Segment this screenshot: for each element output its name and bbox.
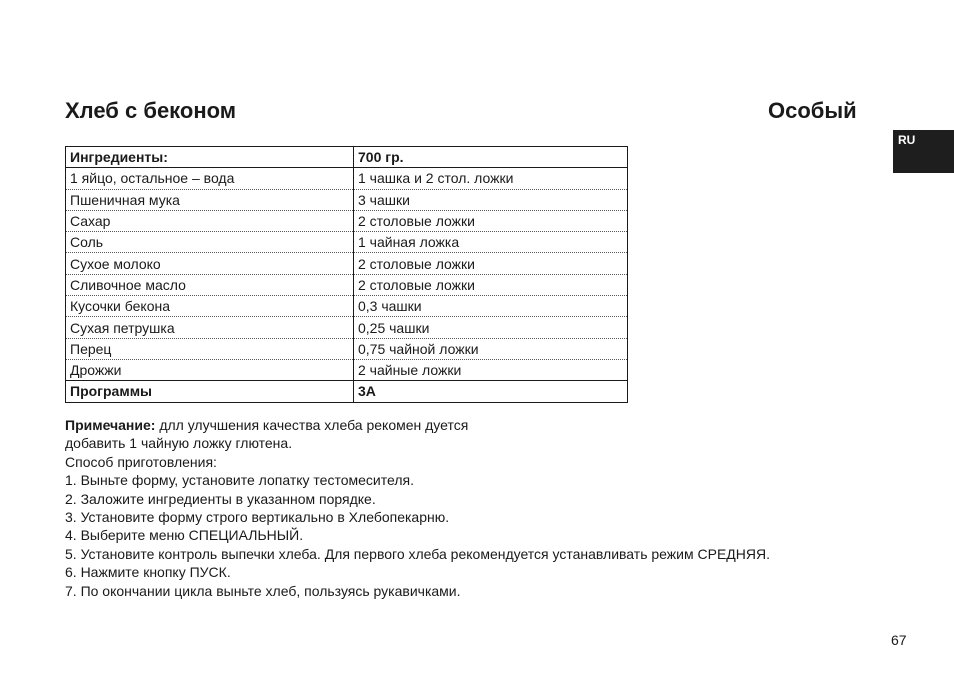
table-row [66, 168, 628, 189]
ingredient-cell: Соль [66, 232, 354, 253]
ingredient-cell: 1 яйцо, остальное – вода [66, 168, 354, 189]
table-row [66, 253, 628, 274]
note-line: добавить 1 чайную ложку глютена. [65, 435, 293, 452]
ingredient-cell: Сухое молоко [66, 253, 354, 274]
ingredient-cell: Сливочное масло [66, 274, 354, 295]
amount-cell: 3 чашки [354, 189, 628, 210]
amount-cell: 2 столовые ложки [354, 253, 628, 274]
program-value: 3A [354, 381, 628, 402]
ingredients-header: Ингредиенты: [66, 147, 354, 168]
table-footer-row [66, 381, 628, 402]
table-row [66, 359, 628, 380]
table-row [66, 274, 628, 295]
amount-cell: 1 чашка и 2 стол. ложки [354, 168, 628, 189]
ingredient-cell: Сахар [66, 210, 354, 231]
table-row [66, 338, 628, 359]
amount-cell: 0,25 чашки [354, 317, 628, 338]
method-step: 3. Установите форму строго вертикально в Хлебопекарню. [65, 509, 450, 526]
amount-header: 700 гр. [354, 147, 628, 168]
amount-cell: 1 чайная ложка [354, 232, 628, 253]
amount-cell: 2 чайные ложки [354, 359, 628, 380]
ingredient-cell: Перец [66, 338, 354, 359]
program-label: Программы [66, 381, 354, 402]
table-row [66, 232, 628, 253]
note-text: длл улучшения качества хлеба рекомен дуется [155, 417, 469, 433]
page-number: 67 [891, 632, 907, 648]
amount-cell: 2 столовые ложки [354, 210, 628, 231]
language-tab: RU [893, 130, 954, 173]
note-label: Примечание: [65, 417, 156, 433]
method-step: 6. Нажмите кнопку ПУСК. [65, 564, 231, 581]
ingredient-cell: Кусочки бекона [66, 296, 354, 317]
method-step: 2. Заложите ингредиенты в указанном порядке. [65, 490, 376, 507]
ingredients-table [65, 146, 628, 403]
method-heading: Способ приготовления: [65, 453, 217, 470]
table-row [66, 296, 628, 317]
amount-cell: 0,3 чашки [354, 296, 628, 317]
ingredient-cell: Дрожжи [66, 359, 354, 380]
method-step: 7. По окончании цикла выньте хлеб, пользуясь рукавичками. [65, 582, 461, 599]
notes-section [65, 416, 770, 600]
recipe-title: Хлеб с беконом [65, 98, 237, 123]
table-row [66, 189, 628, 210]
amount-cell: 2 столовые ложки [354, 274, 628, 295]
table-header-row [66, 147, 628, 168]
method-step: 1. Выньте форму, установите лопатку тестомесителя. [65, 472, 414, 489]
category-title: Особый [768, 98, 857, 123]
method-step: 5. Установите контроль выпечки хлеба. Для первого хлеба рекомендуется устанавливать режим СРЕДНЯЯ. [65, 545, 770, 562]
ingredient-cell: Пшеничная мука [66, 189, 354, 210]
ingredient-cell: Сухая петрушка [66, 317, 354, 338]
method-step: 4. Выберите меню СПЕЦИАЛЬНЫЙ. [65, 527, 304, 544]
table-row [66, 317, 628, 338]
amount-cell: 0,75 чайной ложки [354, 338, 628, 359]
table-row [66, 210, 628, 231]
note-line [65, 416, 770, 434]
